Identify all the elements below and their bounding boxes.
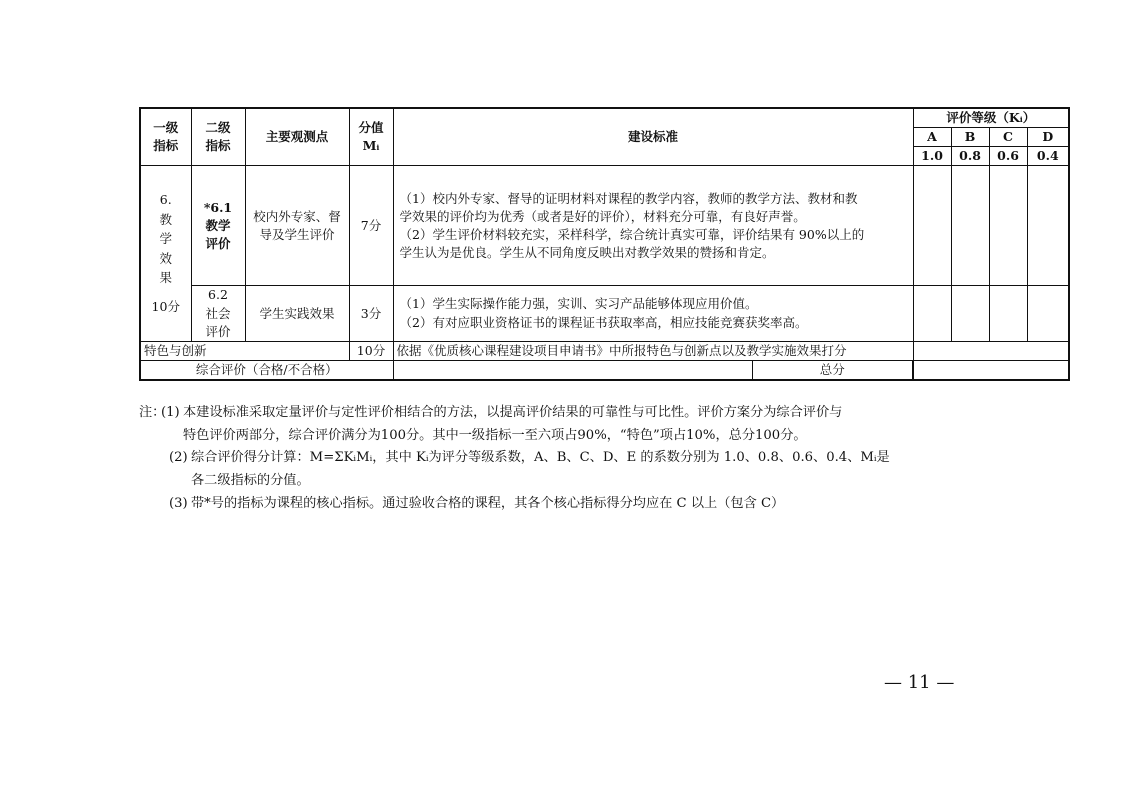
grade-a-cell[interactable] <box>913 166 951 286</box>
table-row <box>140 166 1069 286</box>
summary-total-cell[interactable] <box>913 360 1069 380</box>
feature-standard: 依据《优质核心课程建设项目申请书》中所报特色与创新点以及教学实施效果打分 <box>393 341 913 360</box>
subindicator-name-line1: 教学 <box>205 217 231 233</box>
page-number: — 11 — <box>884 672 955 693</box>
subindicator-name-line1: 社会 <box>205 305 231 321</box>
observation-6-2 <box>245 286 349 341</box>
score-6-2: 3分 <box>349 286 393 341</box>
subindicator-code: *6.1 <box>203 199 233 215</box>
standard-line: （2）有对应职业资格证书的课程证书获取率高，相应技能竞赛获奖率高。 <box>399 314 808 330</box>
feature-grade-cell[interactable] <box>913 341 1069 360</box>
standard-line: （1）学生实际操作能力强，实训、实习产品能够体现应用价值。 <box>399 296 758 312</box>
coef-c: 0.6 <box>989 147 1027 166</box>
note-line <box>161 402 999 425</box>
header-grade-title: 评价等级（Kᵢ） <box>913 108 1069 128</box>
grade-a-cell[interactable] <box>913 286 951 341</box>
grade-b-cell[interactable] <box>951 286 989 341</box>
notes-prefix: 注： <box>139 405 166 420</box>
grade-b: B <box>951 128 989 147</box>
feature-row <box>140 341 1069 360</box>
note-text: 本建设标准采取定量评价与定性评价相结合的方法，以提高评价结果的可靠性与可比性。评价方案分为综合评价与 <box>183 405 843 420</box>
summary-result-cell[interactable] <box>393 360 752 380</box>
summary-total-label: 总分 <box>752 360 913 380</box>
table-row <box>140 286 1069 341</box>
grade-d-cell[interactable] <box>1027 286 1069 341</box>
coef-a: 1.0 <box>913 147 951 166</box>
note-text: 综合评价得分计算：M=ΣKᵢMᵢ，其中 Kᵢ为评分等级系数，A、B、C、D、E 的系数分别为 1.0、0.8、0.6、0.4、Mᵢ是 <box>191 450 890 466</box>
grade-b-cell[interactable] <box>951 166 989 286</box>
category-score: 10分 <box>151 299 180 315</box>
subindicator-code: 6.2 <box>208 287 228 303</box>
header-score-line2: Mᵢ <box>362 138 380 154</box>
category-char-4: 果 <box>159 269 172 285</box>
subindicator-6-2 <box>191 286 245 341</box>
category-char-3: 效 <box>159 250 172 266</box>
note-item-2 <box>139 447 999 492</box>
score-6-1: 7分 <box>349 166 393 286</box>
header-level1-line1: 一级 <box>153 120 179 136</box>
category-cell <box>140 166 191 341</box>
header-level2-line2: 指标 <box>205 138 231 154</box>
header-score <box>349 108 393 166</box>
observation-line1: 学生实践效果 <box>259 305 335 321</box>
notes-section <box>139 402 999 516</box>
standard-6-1 <box>393 166 913 286</box>
header-score-line1: 分值 <box>358 120 384 136</box>
note-line <box>169 447 999 470</box>
note-line: 特色评价两部分，综合评价满分为100分。其中一级指标一至六项占90%，“特色”项占10%，总分100分。 <box>183 427 807 443</box>
standard-line: （2）学生评价材料较充实，采样科学，综合统计真实可靠，评价结果有 90%以上的 <box>399 226 865 242</box>
grade-d: D <box>1027 128 1069 147</box>
grade-d-cell[interactable] <box>1027 166 1069 286</box>
header-row <box>140 108 1069 128</box>
evaluation-table <box>139 107 1070 381</box>
subindicator-6-1 <box>191 166 245 286</box>
feature-score: 10分 <box>349 341 393 360</box>
note-item-3 <box>139 493 999 516</box>
header-level2-line1: 二级 <box>205 120 231 136</box>
header-observation: 主要观测点 <box>245 108 349 166</box>
summary-row <box>140 360 1069 380</box>
note-number: (2) <box>169 450 188 466</box>
category-char-1: 教 <box>159 211 172 227</box>
note-number: (1) <box>161 405 180 420</box>
standard-6-2 <box>393 286 913 341</box>
standard-line: （1）校内外专家、督导的证明材料对课程的教学内容，教师的教学方法、教材和教 <box>399 190 858 206</box>
standard-line: 学效果的评价均为优秀（或者是好的评价），材料充分可靠，有良好声誉。 <box>399 208 806 224</box>
grade-c-cell[interactable] <box>989 286 1027 341</box>
summary-label: 综合评价（合格/不合格） <box>140 360 393 380</box>
note-item-1 <box>139 402 999 447</box>
subindicator-name-line2: 评价 <box>205 235 231 251</box>
note-line <box>169 493 999 516</box>
standard-line: 学生认为是优良。学生从不同角度反映出对教学效果的赞扬和肯定。 <box>399 245 775 260</box>
observation-6-1 <box>245 166 349 286</box>
grade-c: C <box>989 128 1027 147</box>
observation-line2: 导及学生评价 <box>259 226 335 242</box>
header-standard: 建设标准 <box>393 108 913 166</box>
feature-label: 特色与创新 <box>140 341 349 360</box>
coef-b: 0.8 <box>951 147 989 166</box>
grade-a: A <box>913 128 951 147</box>
subindicator-name-line2: 评价 <box>205 323 231 339</box>
header-level2 <box>191 108 245 166</box>
coef-d: 0.4 <box>1027 147 1069 166</box>
header-level1 <box>140 108 191 166</box>
category-number: 6. <box>159 192 172 208</box>
grade-c-cell[interactable] <box>989 166 1027 286</box>
observation-line1: 校内外专家、督 <box>253 208 341 224</box>
note-number: (3) <box>169 495 188 511</box>
category-char-2: 学 <box>159 231 172 247</box>
note-line: 各二级指标的分值。 <box>191 473 310 489</box>
header-level1-line2: 指标 <box>153 138 179 154</box>
note-text: 带*号的指标为课程的核心指标。通过验收合格的课程，其各个核心指标得分均应在 C 以上（包含 C） <box>191 495 785 511</box>
